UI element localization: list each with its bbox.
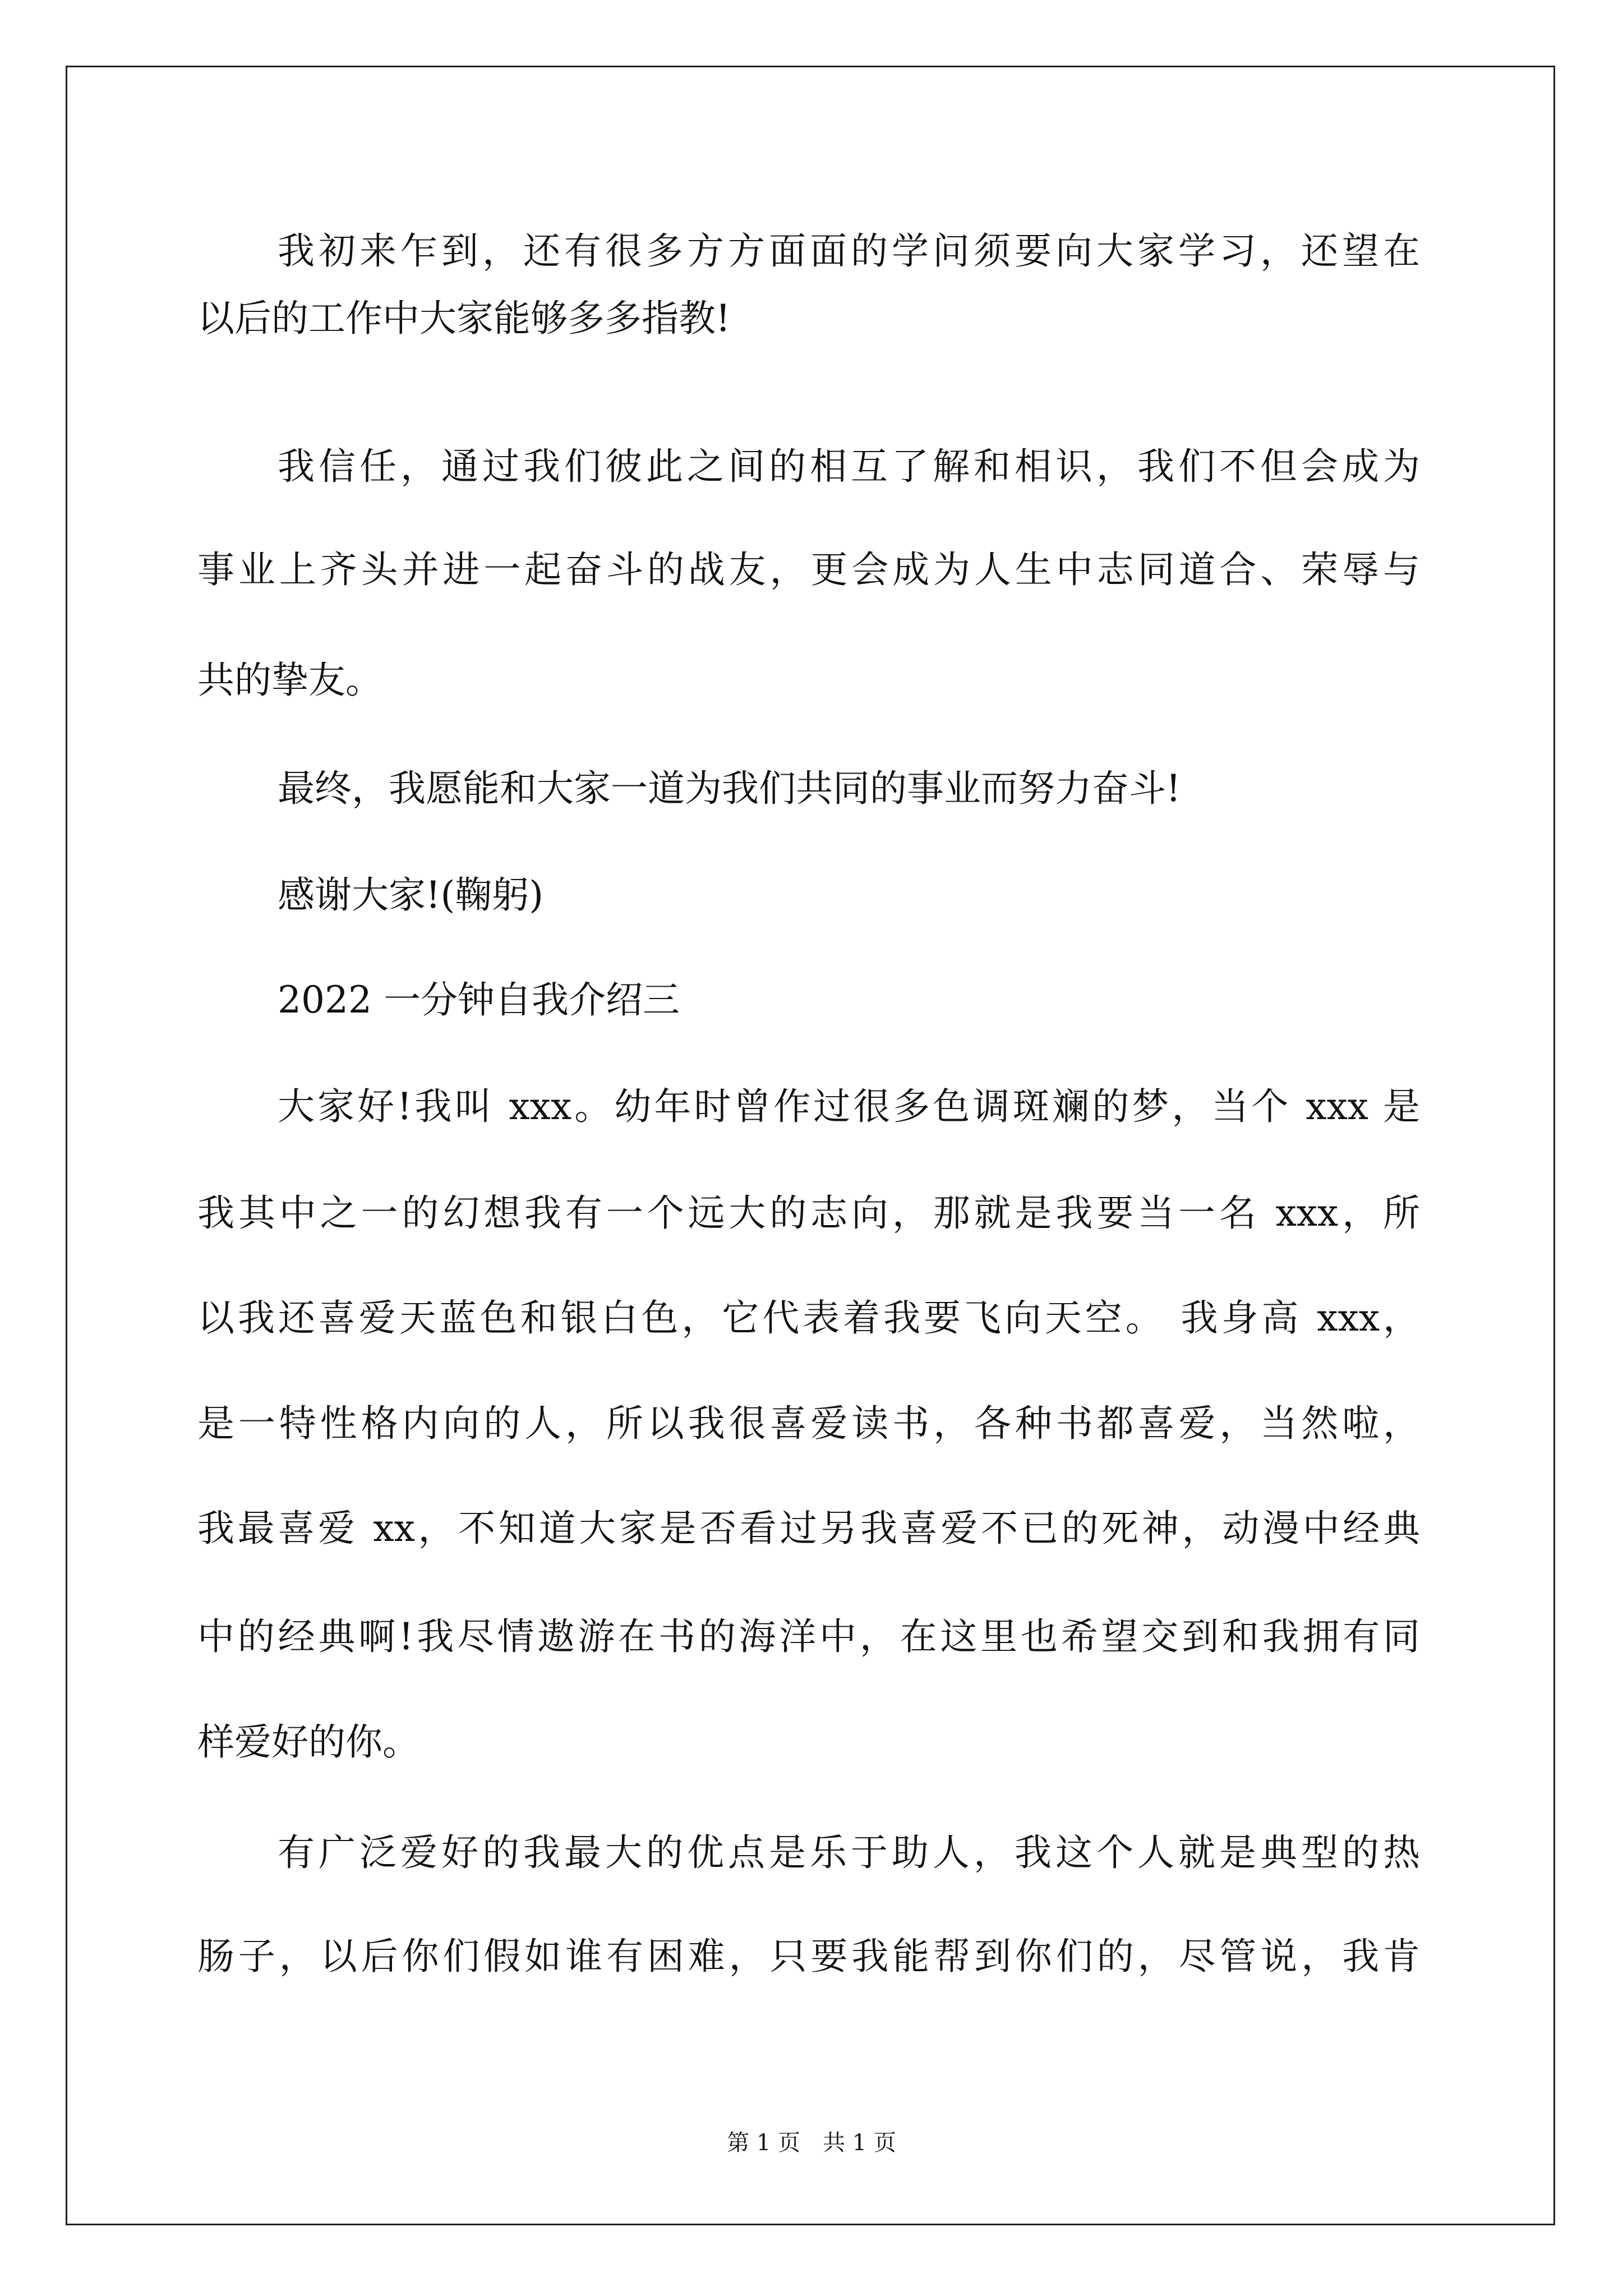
paragraph-line: 大家好!我叫 xxx。幼年时曾作过很多色调斑斓的梦，当个 xxx 是 (278, 1085, 1420, 1128)
paragraph-line: 中的经典啊!我尽情遨游在书的海洋中，在这里也希望交到和我拥有同 (197, 1615, 1420, 1658)
paragraph-line: 最终，我愿能和大家一道为我们共同的事业而努力奋斗! (278, 767, 1181, 810)
paragraph-line: 我初来乍到，还有很多方方面面的学问须要向大家学习，还望在 (278, 229, 1420, 273)
page-border (66, 66, 1555, 2225)
paragraph-line: 以我还喜爱天蓝色和银白色，它代表着我要飞向天空。 我身高 xxx， (197, 1296, 1420, 1340)
page-footer: 第 1 页 共 1 页 (727, 2130, 896, 2156)
section-heading: 2022 一分钟自我介绍三 (278, 978, 680, 1022)
paragraph-line: 我最喜爱 xx，不知道大家是否看过另我喜爱不已的死神，动漫中经典 (197, 1507, 1420, 1550)
paragraph-line: 事业上齐头并进一起奋斗的战友，更会成为人生中志同道合、荣辱与 (197, 548, 1420, 591)
paragraph-line: 有广泛爱好的我最大的优点是乐于助人，我这个人就是典型的热 (278, 1831, 1420, 1874)
paragraph-line: 是一特性格内向的人，所以我很喜爱读书，各种书都喜爱，当然啦， (197, 1402, 1420, 1445)
paragraph-line: 感谢大家!(鞠躬) (278, 873, 544, 917)
paragraph-line: 共的挚友。 (197, 659, 382, 702)
paragraph-line: 我信任，通过我们彼此之间的相互了解和相识，我们不但会成为 (278, 445, 1420, 488)
paragraph-line: 肠子，以后你们假如谁有困难，只要我能帮到你们的，尽管说，我肯 (197, 1935, 1420, 1978)
paragraph-line: 我其中之一的幻想我有一个远大的志向，那就是我要当一名 xxx，所 (197, 1191, 1420, 1235)
paragraph-line: 以后的工作中大家能够多多指教! (197, 297, 731, 340)
paragraph-line: 样爱好的你。 (197, 1720, 419, 1764)
